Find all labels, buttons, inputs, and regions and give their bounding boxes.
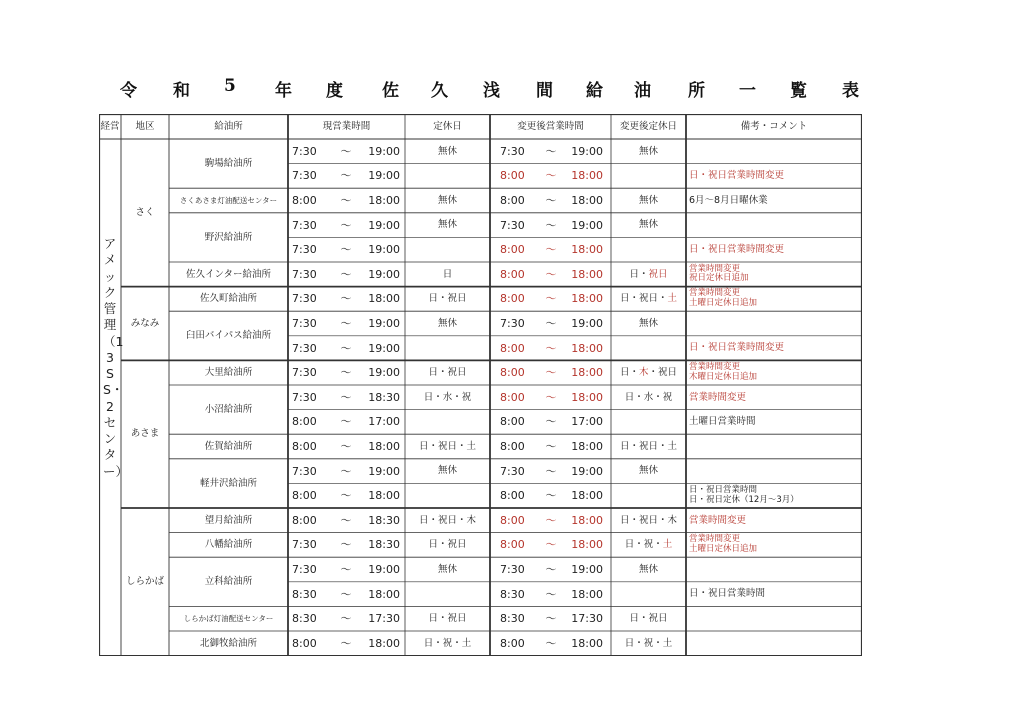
current-holiday: 無休 xyxy=(437,194,457,206)
current-close-time: 18:00 xyxy=(368,193,400,207)
current-close-time: 18:00 xyxy=(368,489,400,503)
table-cells xyxy=(99,114,862,656)
station-name: 望月給油所 xyxy=(204,514,253,526)
current-open-time: 8:00 xyxy=(292,415,317,429)
new-close-time: 19:00 xyxy=(571,464,603,478)
new-holiday: 日・祝日・木 xyxy=(619,514,677,526)
tilde: ～ xyxy=(545,587,557,601)
column-header: 経営 xyxy=(100,120,120,132)
new-open-time: 8:30 xyxy=(500,612,525,626)
district-label: あさま xyxy=(130,428,160,440)
current-open-time: 7:30 xyxy=(292,243,317,257)
current-open-time: 7:30 xyxy=(292,562,317,576)
title-char: 油 xyxy=(634,81,651,101)
new-open-time: 8:00 xyxy=(500,292,525,306)
new-close-time: 18:00 xyxy=(571,636,603,650)
tilde: ～ xyxy=(340,538,352,552)
current-open-time: 7:30 xyxy=(292,218,317,232)
column-header: 給油所 xyxy=(214,120,243,132)
new-close-time: 18:00 xyxy=(571,390,603,404)
new-holiday: 日・祝・ 土 xyxy=(624,539,673,551)
new-open-time: 7:30 xyxy=(500,218,525,232)
new-close-time: 18:00 xyxy=(571,366,603,380)
tilde: ～ xyxy=(340,562,352,576)
column-header: 備考・コメント xyxy=(740,120,808,132)
new-open-time: 8:00 xyxy=(500,415,525,429)
tilde: ～ xyxy=(340,316,352,330)
current-close-time: 19:00 xyxy=(368,144,400,158)
new-close-time: 18:00 xyxy=(571,193,603,207)
title-char: 給 xyxy=(586,81,603,101)
current-holiday xyxy=(405,164,490,189)
current-holiday xyxy=(405,582,490,607)
new-close-time: 18:00 xyxy=(571,439,603,453)
district-label: みなみ xyxy=(130,317,160,329)
current-open-time: 7:30 xyxy=(292,538,317,552)
remark: 営業時間変更 土曜日定休日追加 xyxy=(689,288,758,308)
district-label: しらかば xyxy=(125,576,164,588)
station-name: 立科給油所 xyxy=(204,576,253,588)
current-open-time: 7:30 xyxy=(292,464,317,478)
tilde: ～ xyxy=(340,489,352,503)
tilde: ～ xyxy=(545,612,557,626)
title-char: 覧 xyxy=(790,81,807,101)
current-holiday: 日・祝日 xyxy=(428,366,467,378)
new-close-time: 18:00 xyxy=(571,341,603,355)
tilde: ～ xyxy=(340,267,352,281)
new-holiday xyxy=(611,164,686,189)
current-holiday: 日・水・祝 xyxy=(423,391,472,403)
current-close-time: 19:00 xyxy=(368,341,400,355)
tilde: ～ xyxy=(545,292,557,306)
current-close-time: 18:30 xyxy=(368,390,400,404)
new-holiday xyxy=(611,237,686,262)
current-open-time: 7:30 xyxy=(292,366,317,380)
station-name: 北御牧給油所 xyxy=(199,637,257,649)
new-holiday: 無休 xyxy=(638,145,658,157)
new-open-time: 8:00 xyxy=(500,243,525,257)
current-open-time: 8:00 xyxy=(292,636,317,650)
new-open-time: 8:00 xyxy=(500,390,525,404)
current-open-time: 8:30 xyxy=(292,612,317,626)
new-open-time: 8:00 xyxy=(500,341,525,355)
operator-label: アメック管理（13SS・2センター） xyxy=(103,236,129,479)
tilde: ～ xyxy=(340,366,352,380)
new-open-time: 8:00 xyxy=(500,439,525,453)
station-name: 大里給油所 xyxy=(204,366,253,378)
tilde: ～ xyxy=(340,587,352,601)
current-open-time: 8:00 xyxy=(292,193,317,207)
current-holiday xyxy=(405,483,490,508)
station-name: 駒場給油所 xyxy=(204,157,253,169)
title-char: 表 xyxy=(842,81,859,101)
station-name: さくあさま灯油配送センター xyxy=(179,195,278,205)
new-holiday: 日・祝日・土 xyxy=(619,440,677,452)
column-header: 現営業時間 xyxy=(322,120,371,132)
current-close-time: 18:00 xyxy=(368,587,400,601)
remark: 日・祝日営業時間 日・祝日定休（12月～3月） xyxy=(689,485,799,505)
tilde: ～ xyxy=(545,464,557,478)
new-holiday xyxy=(611,582,686,607)
new-close-time: 18:00 xyxy=(571,243,603,257)
new-open-time: 8:30 xyxy=(500,587,525,601)
tilde: ～ xyxy=(545,243,557,257)
new-close-time: 17:00 xyxy=(571,415,603,429)
new-close-time: 18:00 xyxy=(571,513,603,527)
new-open-time: 8:00 xyxy=(500,366,525,380)
new-open-time: 7:30 xyxy=(500,562,525,576)
current-close-time: 19:00 xyxy=(368,464,400,478)
column-header: 定休日 xyxy=(433,120,462,132)
title-char: 和 xyxy=(173,81,190,101)
tilde: ～ xyxy=(545,144,557,158)
current-open-time: 7:30 xyxy=(292,267,317,281)
station-name: 佐賀給油所 xyxy=(204,440,253,452)
station-name: しらかば灯油配送センター xyxy=(183,613,274,623)
current-close-time: 19:00 xyxy=(368,218,400,232)
current-close-time: 18:30 xyxy=(368,538,400,552)
district-label: さく xyxy=(135,207,155,219)
new-holiday xyxy=(611,336,686,361)
page-title xyxy=(100,76,880,104)
current-open-time: 8:00 xyxy=(292,513,317,527)
new-holiday: 日・ 祝日 xyxy=(629,268,668,280)
new-open-time: 8:00 xyxy=(500,538,525,552)
tilde: ～ xyxy=(340,390,352,404)
new-open-time: 7:30 xyxy=(500,464,525,478)
remark: 6月～8月日曜休業 xyxy=(689,194,768,206)
current-close-time: 18:00 xyxy=(368,292,400,306)
tilde: ～ xyxy=(545,169,557,183)
station-name: 小沼給油所 xyxy=(204,403,253,415)
remark: 日・祝日営業時間変更 xyxy=(689,342,785,354)
current-open-time: 7:30 xyxy=(292,144,317,158)
current-holiday: 日・祝日 xyxy=(428,539,467,551)
current-close-time: 19:00 xyxy=(368,562,400,576)
tilde: ～ xyxy=(340,169,352,183)
tilde: ～ xyxy=(340,292,352,306)
current-open-time: 7:30 xyxy=(292,169,317,183)
title-char: 5 xyxy=(224,76,236,96)
tilde: ～ xyxy=(545,267,557,281)
new-close-time: 19:00 xyxy=(571,218,603,232)
remark: 営業時間変更 土曜日定休日追加 xyxy=(689,534,758,554)
tilde: ～ xyxy=(545,218,557,232)
current-close-time: 17:30 xyxy=(368,612,400,626)
current-close-time: 17:00 xyxy=(368,415,400,429)
new-open-time: 8:00 xyxy=(500,169,525,183)
current-holiday: 日・祝日・土 xyxy=(418,440,476,452)
remark: 営業時間変更 xyxy=(689,514,747,526)
station-name: 軽井沢給油所 xyxy=(199,477,257,489)
title-char: 一 xyxy=(739,81,756,101)
tilde: ～ xyxy=(545,538,557,552)
new-holiday xyxy=(611,410,686,435)
tilde: ～ xyxy=(340,612,352,626)
new-open-time: 8:00 xyxy=(500,636,525,650)
new-holiday xyxy=(611,483,686,508)
current-holiday: 無休 xyxy=(437,465,457,477)
tilde: ～ xyxy=(545,513,557,527)
new-open-time: 8:00 xyxy=(500,267,525,281)
current-open-time: 7:30 xyxy=(292,316,317,330)
current-holiday: 日・祝・土 xyxy=(423,637,472,649)
column-header: 変更後営業時間 xyxy=(517,120,584,132)
new-holiday: 無休 xyxy=(638,317,658,329)
current-close-time: 19:00 xyxy=(368,366,400,380)
tilde: ～ xyxy=(545,415,557,429)
current-holiday: 無休 xyxy=(437,563,457,575)
current-holiday xyxy=(405,336,490,361)
new-open-time: 8:00 xyxy=(500,513,525,527)
column-header: 変更後定休日 xyxy=(619,120,677,132)
station-name: 佐久町給油所 xyxy=(199,293,257,305)
station-name: 野沢給油所 xyxy=(204,231,253,243)
new-holiday: 日・水・祝 xyxy=(624,391,673,403)
new-close-time: 19:00 xyxy=(571,562,603,576)
tilde: ～ xyxy=(545,489,557,503)
current-holiday: 日 xyxy=(442,268,453,280)
station-name: 佐久インター給油所 xyxy=(185,268,272,280)
current-close-time: 19:00 xyxy=(368,169,400,183)
current-close-time: 19:00 xyxy=(368,267,400,281)
new-close-time: 18:00 xyxy=(571,587,603,601)
current-holiday: 日・祝日 xyxy=(428,612,467,624)
current-holiday xyxy=(405,237,490,262)
remark: 土曜日営業時間 xyxy=(689,416,756,428)
remark: 営業時間変更 祝日定休日追加 xyxy=(689,263,749,284)
tilde: ～ xyxy=(545,316,557,330)
new-close-time: 17:30 xyxy=(571,612,603,626)
current-open-time: 7:30 xyxy=(292,341,317,355)
tilde: ～ xyxy=(545,439,557,453)
new-open-time: 8:00 xyxy=(500,489,525,503)
tilde: ～ xyxy=(340,439,352,453)
tilde: ～ xyxy=(545,390,557,404)
new-holiday: 日・ 木 ・祝日 xyxy=(619,366,678,378)
tilde: ～ xyxy=(340,415,352,429)
current-close-time: 18:30 xyxy=(368,513,400,527)
current-holiday xyxy=(405,410,490,435)
tilde: ～ xyxy=(340,243,352,257)
title-char: 令 xyxy=(120,81,137,101)
new-holiday: 無休 xyxy=(638,465,658,477)
column-header: 地区 xyxy=(135,120,155,132)
current-open-time: 8:00 xyxy=(292,439,317,453)
tilde: ～ xyxy=(545,636,557,650)
current-close-time: 18:00 xyxy=(368,636,400,650)
current-holiday: 無休 xyxy=(437,219,457,231)
remark: 日・祝日営業時間変更 xyxy=(689,170,785,182)
tilde: ～ xyxy=(545,366,557,380)
new-close-time: 18:00 xyxy=(571,292,603,306)
title-char: 久 xyxy=(431,81,448,101)
new-holiday: 無休 xyxy=(638,563,658,575)
title-char: 度 xyxy=(326,81,343,101)
title-char: 間 xyxy=(536,81,553,101)
current-open-time: 8:30 xyxy=(292,587,317,601)
title-char: 年 xyxy=(275,81,292,101)
current-open-time: 7:30 xyxy=(292,292,317,306)
new-open-time: 7:30 xyxy=(500,144,525,158)
new-holiday: 日・祝日 xyxy=(629,612,668,624)
title-char: 浅 xyxy=(483,81,500,101)
tilde: ～ xyxy=(545,562,557,576)
tilde: ～ xyxy=(340,636,352,650)
title-char: 所 xyxy=(688,81,705,101)
new-close-time: 18:00 xyxy=(571,538,603,552)
current-close-time: 19:00 xyxy=(368,316,400,330)
station-table xyxy=(99,114,862,656)
remark: 日・祝日営業時間 xyxy=(689,588,766,600)
tilde: ～ xyxy=(545,193,557,207)
station-name: 八幡給油所 xyxy=(204,539,253,551)
current-close-time: 19:00 xyxy=(368,243,400,257)
tilde: ～ xyxy=(340,513,352,527)
tilde: ～ xyxy=(340,218,352,232)
new-holiday: 日・祝日・ 土 xyxy=(619,293,678,305)
current-holiday: 日・祝日 xyxy=(428,293,467,305)
new-holiday: 日・祝・土 xyxy=(624,637,673,649)
current-close-time: 18:00 xyxy=(368,439,400,453)
current-holiday: 無休 xyxy=(437,145,457,157)
tilde: ～ xyxy=(340,193,352,207)
tilde: ～ xyxy=(340,341,352,355)
new-close-time: 18:00 xyxy=(571,489,603,503)
new-close-time: 18:00 xyxy=(571,169,603,183)
current-open-time: 7:30 xyxy=(292,390,317,404)
remark: 営業時間変更 木曜日定休日追加 xyxy=(689,362,758,382)
new-close-time: 19:00 xyxy=(571,144,603,158)
tilde: ～ xyxy=(340,464,352,478)
new-holiday: 無休 xyxy=(638,194,658,206)
tilde: ～ xyxy=(340,144,352,158)
current-holiday: 無休 xyxy=(437,317,457,329)
new-holiday: 無休 xyxy=(638,219,658,231)
new-open-time: 8:00 xyxy=(500,193,525,207)
new-close-time: 18:00 xyxy=(571,267,603,281)
new-open-time: 7:30 xyxy=(500,316,525,330)
remark: 日・祝日営業時間変更 xyxy=(689,243,785,255)
new-close-time: 19:00 xyxy=(571,316,603,330)
current-holiday: 日・祝日・木 xyxy=(418,514,476,526)
station-name: 臼田バイパス給油所 xyxy=(185,330,272,342)
tilde: ～ xyxy=(545,341,557,355)
remark: 営業時間変更 xyxy=(689,391,747,403)
current-open-time: 8:00 xyxy=(292,489,317,503)
title-char: 佐 xyxy=(382,81,399,101)
